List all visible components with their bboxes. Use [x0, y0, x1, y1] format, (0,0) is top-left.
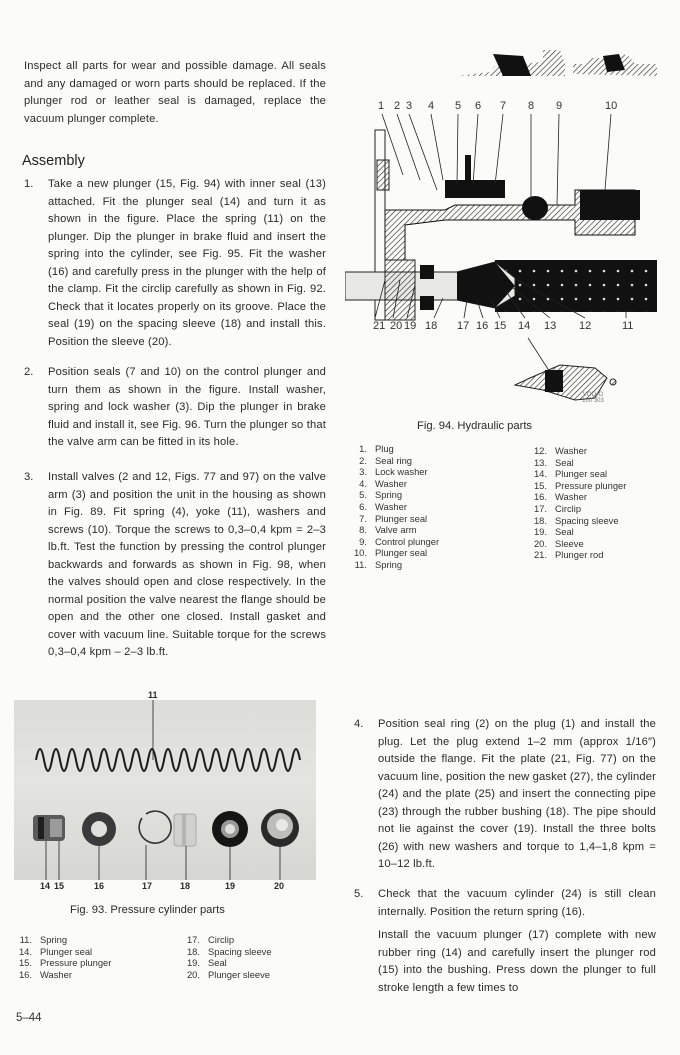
fig94-top-callouts [345, 100, 680, 114]
step-number: 1. [24, 178, 34, 190]
fig94-legend-right [525, 445, 675, 561]
callout: 13 [544, 320, 557, 332]
callout: 17 [142, 881, 153, 891]
callout: 14 [518, 320, 531, 332]
callout: 14 [40, 881, 51, 891]
legend-item: 20. Plunger sleeve [186, 968, 271, 980]
volvo-stamp: VOLVO 100 303 [582, 392, 604, 404]
callout: 12 [579, 320, 592, 332]
assembly-step-5 [354, 886, 658, 996]
fig93-top-callout: 11 [148, 690, 158, 700]
legend-item: 13. Seal [533, 456, 574, 468]
fig94-drawing [345, 40, 680, 410]
fig93-photo [14, 700, 316, 880]
callout: 3 [406, 100, 413, 112]
legend-item: 20. Sleeve [533, 537, 584, 549]
legend-item: 14. Plunger seal [533, 468, 608, 480]
section-heading-assembly: Assembly [22, 153, 85, 169]
legend-item: 5. Spring [359, 489, 403, 501]
step-text: Install valves (2 and 12, Figs. 77 and 97) on the valve arm (3) and position the unit in the housing as shown in Fig. 89. Fit spring (4), yoke (11), washers and screws (10). Torque the screws to 0,3–0,4 kpm = 2–3 lb.ft. Test the function by pressing the control plunger backwards and forwards as shown in Fig. 98, when the valves should open and close respectively. In the normal position the valve nearest the flange should be open and the other one closed. Install gasket and cover with vacuum line. Suitable torque for the screws 0,3–0,4 kpm – 2–3 lb.ft. [48, 471, 326, 658]
legend-item: 18. Spacing sleeve [186, 945, 272, 957]
legend-item: 17. Circlip [186, 934, 235, 945]
step-number: 3. [24, 471, 34, 483]
legend-item: 6. Washer [359, 500, 407, 512]
callout: 5 [455, 100, 462, 112]
legend-item: 11. Spring [354, 558, 403, 570]
step-text [378, 886, 656, 997]
legend-item: 21. Plunger rod [533, 549, 604, 561]
callout: 6 [475, 100, 482, 112]
callout: 2 [394, 100, 401, 112]
callout: 11 [622, 320, 634, 332]
callout: 19 [404, 320, 417, 332]
legend-item: 10. Plunger seal [353, 547, 428, 559]
hydraulic-parts-cross-section [345, 40, 680, 410]
legend-item: 18. Spacing sleeve [533, 514, 619, 526]
callout: 20 [274, 881, 285, 891]
page-number: 5–44 [16, 1012, 42, 1024]
step-text: Take a new plunger (15, Fig. 94) with inner seal (13) attached. Fit the plunger seal (14) and turn it as shown in the figure. Place the spring (11) on the plunger. Dip the plunger in brake fluid and insert the spring into the cylinder, see Fig. 95. Fit the washer (16) and carefully press in the plunger with the help of the clamp. Fit the circlip carefully as shown in Fig. 92. Check that it locates properly on its groove. Place the seal (19) on the spacing sleeve (18) and install this. Position the sleeve (20). [48, 178, 326, 348]
callout: 9 [556, 100, 563, 112]
callout: 16 [476, 320, 489, 332]
callout: 20 [390, 320, 403, 332]
legend-item: 1. Plug [359, 443, 394, 454]
fig93-legend-right [178, 934, 338, 980]
step-number: 4. [354, 718, 364, 730]
callout: 16 [94, 881, 105, 891]
callout: 8 [528, 100, 535, 112]
callout: 21 [373, 320, 386, 332]
fig93-legend-left [10, 934, 170, 980]
legend-item: 16. Washer [18, 968, 72, 980]
legend-item: 12. Washer [533, 445, 587, 456]
callout: 18 [180, 881, 191, 891]
legend-item: 11. Spring [19, 934, 68, 945]
fig93-bottom-callouts [14, 881, 316, 893]
legend-item: 9. Control plunger [359, 535, 440, 547]
callout: 15 [494, 320, 507, 332]
step-number: 2. [24, 366, 34, 378]
assembly-step-2 [24, 364, 326, 464]
legend-item: 4. Washer [359, 477, 407, 489]
fig94-caption: Fig. 94. Hydraulic parts [417, 420, 533, 432]
callout: 4 [428, 100, 435, 112]
callout: 10 [605, 100, 618, 112]
step-text: Position seals (7 and 10) on the control plunger and turn them as shown in the figure. Install washer, spring and lock washer (3). Dip the plunger in brake fluid and install it, see Fig. 96. Turn the plunger so that the valve arm can be fitted in its hole. [48, 366, 326, 448]
legend-item: 15. Pressure plunger [533, 479, 627, 491]
step-text-first: Check that the vacuum cylinder (24) is still clean internally. Position the return spring (16). [378, 888, 656, 918]
fig94-legend-left [345, 443, 505, 571]
callout: 7 [500, 100, 507, 112]
assembly-step-4 [354, 716, 658, 886]
step-text-continuation: Install the vacuum plunger (17) complete with new rubber ring (14) and carefully insert the plunger rod (15) into the bushing. Press down the plunger to full stroke length a few times to [378, 929, 656, 994]
callout: 1 [378, 100, 385, 112]
legend-item: 3. Lock washer [359, 466, 428, 478]
legend-item: 19. Seal [533, 526, 574, 538]
legend-item: 19. Seal [186, 957, 227, 969]
callout: 18 [425, 320, 438, 332]
callout: 17 [457, 320, 470, 332]
assembly-step-3 [24, 469, 326, 674]
step-text: Position seal ring (2) on the plug (1) and install the plug. Let the plug extend 1–2 mm (approx 1/16″) outside the flange. Fit the plate (21, Fig. 77) on the vacuum line, position the new gasket (27), the cylinder (24) and the plate (25) and insert the connecting pipe (23) through the rubber bushing (18). The pipe should not lie against the cover (19). Install the three bolts (26) with new washers and torque to 1,4–1,8 kpm = 10–12 lb.ft. [378, 718, 656, 870]
legend-item: 8. Valve arm [359, 524, 417, 536]
callout: 15 [54, 881, 65, 891]
callout: 19 [225, 881, 236, 891]
assembly-step-1 [24, 176, 326, 361]
legend-item: 17. Circlip [533, 502, 582, 514]
intro-paragraph: Inspect all parts for wear and possible damage. All seals and any damaged or worn parts should be replaced. If the plunger rod or leather seal is damaged, replace the vacuum plunger complete. [24, 60, 326, 125]
legend-item: 7. Plunger seal [359, 512, 428, 524]
pressure-cylinder-parts-illustration [14, 700, 316, 880]
legend-item: 15. Pressure plunger [18, 957, 112, 969]
fig94-bottom-callouts [345, 320, 680, 334]
legend-item: 2. Seal ring [359, 454, 413, 466]
legend-item: 14. Plunger seal [18, 945, 93, 957]
fig93-caption: Fig. 93. Pressure cylinder parts [70, 904, 225, 916]
step-number: 5. [354, 888, 364, 900]
legend-item: 16. Washer [533, 491, 587, 503]
